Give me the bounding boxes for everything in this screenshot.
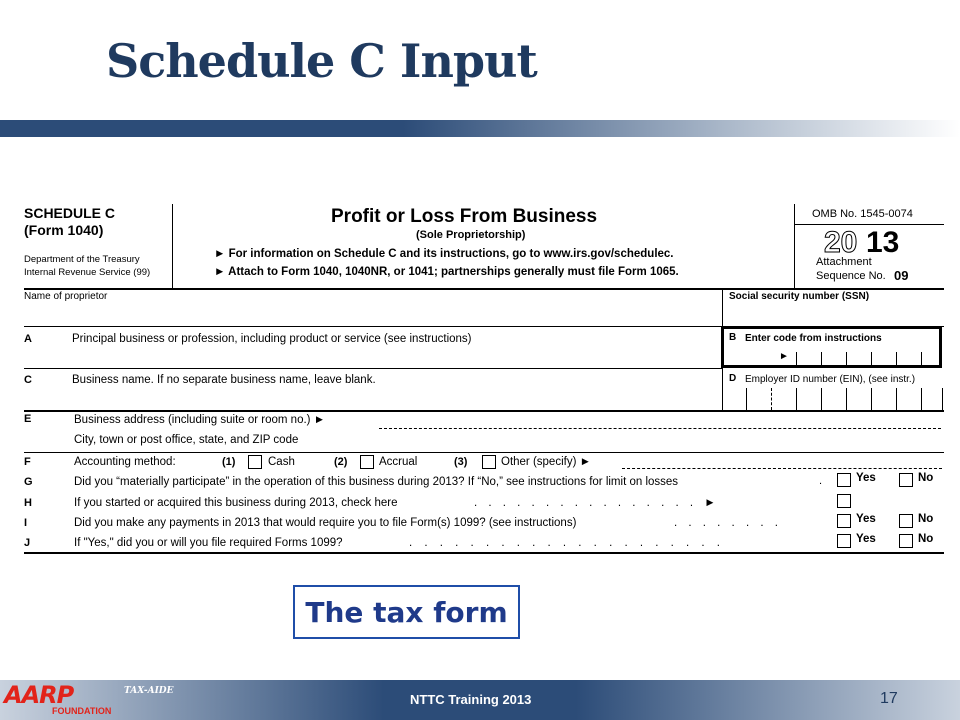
f-opt2-num: (2)	[334, 456, 348, 468]
ssn-label: Social security number (SSN)	[729, 291, 870, 302]
line-e-letter: E	[24, 413, 32, 425]
tax-aide-label: TAX-AIDE	[124, 686, 174, 696]
line-j-letter: J	[24, 537, 31, 549]
aarp-logo: AARP	[4, 681, 74, 709]
line-g-letter: G	[24, 476, 33, 488]
line-h-dots: . . . . . . . . . . . . . . . . ►	[474, 497, 720, 509]
line-i-yes-label: Yes	[856, 513, 876, 525]
line-c-label: Business name. If no separate business name, leave blank.	[72, 374, 376, 386]
line-g-label: Did you “materially participate” in the operation of this business during 2013? If “No,” see instructions for limit on losses	[74, 476, 679, 488]
slide-title: Schedule C Input	[106, 34, 537, 88]
line-d-label: Employer ID number (EIN), (see instr.)	[745, 374, 916, 385]
line-i-no-checkbox[interactable]	[899, 514, 913, 528]
cash-checkbox[interactable]	[248, 455, 262, 469]
form-subtitle: (Sole Proprietorship)	[416, 229, 526, 241]
footer-training-label: NTTC Training 2013	[410, 692, 532, 707]
tax-form-callout: The tax form	[293, 585, 520, 639]
line-j-yes-label: Yes	[856, 533, 876, 545]
line-j-dots: . . . . . . . . . . . . . . . . . . . . .	[409, 537, 725, 549]
line-g-yes-checkbox[interactable]	[837, 473, 851, 487]
omb-number: OMB No. 1545-0074	[812, 208, 913, 220]
other-method-checkbox[interactable]	[482, 455, 496, 469]
line-j-no-label: No	[918, 533, 934, 545]
line-g-dots: .	[819, 475, 823, 487]
line-i-yes-checkbox[interactable]	[837, 514, 851, 528]
line-h-checkbox[interactable]	[837, 494, 851, 508]
form-schedule-label: SCHEDULE C	[24, 205, 116, 221]
line-j-no-checkbox[interactable]	[899, 534, 913, 548]
line-j-yes-checkbox[interactable]	[837, 534, 851, 548]
form-ref-label: (Form 1040)	[24, 222, 104, 238]
other-method-label: Other (specify) ►	[501, 456, 591, 468]
line-f-label: Accounting method:	[74, 456, 176, 468]
schedule-c-form	[24, 204, 944, 554]
line-b-letter: B	[729, 332, 737, 343]
line-b-arrow: ►	[779, 351, 789, 362]
form-title: Profit or Loss From Business	[331, 206, 598, 227]
line-i-label: Did you make any payments in 2013 that would require you to file Form(s) 1099? (see instructions)	[74, 517, 577, 529]
line-c-letter: C	[24, 374, 32, 386]
line-b-label: Enter code from instructions	[745, 333, 882, 344]
line-d-letter: D	[729, 373, 737, 384]
line-h-label: If you started or acquired this business during 2013, check here	[74, 497, 398, 509]
tax-year-bold: 13	[866, 226, 900, 259]
title-divider-bar	[0, 120, 960, 137]
attachment-label: Attachment	[816, 256, 872, 268]
name-of-proprietor-label: Name of proprietor	[24, 291, 108, 302]
line-a-letter: A	[24, 333, 32, 345]
sequence-label: Sequence No.	[816, 270, 886, 282]
line-e-city-label: City, town or post office, state, and ZIP code	[74, 434, 299, 446]
accrual-label: Accrual	[379, 456, 418, 468]
line-e-address-label: Business address (including suite or room no.) ►	[74, 414, 326, 426]
line-i-letter: I	[24, 517, 28, 529]
aarp-foundation-label: FOUNDATION	[52, 706, 112, 716]
f-opt1-num: (1)	[222, 456, 236, 468]
form-info-line: ► For information on Schedule C and its instructions, go to www.irs.gov/schedulec.	[214, 248, 674, 260]
page-number: 17	[880, 690, 898, 707]
line-g-no-checkbox[interactable]	[899, 473, 913, 487]
f-opt3-num: (3)	[454, 456, 468, 468]
address-field[interactable]	[379, 428, 941, 429]
form-attach-line: ► Attach to Form 1040, 1040NR, or 1041; partnerships generally must file Form 1065.	[214, 266, 679, 278]
irs-label: Internal Revenue Service (99)	[24, 267, 151, 278]
line-g-no-label: No	[918, 472, 934, 484]
cash-label: Cash	[268, 456, 295, 468]
line-i-no-label: No	[918, 513, 934, 525]
line-a-label: Principal business or profession, including product or service (see instructions)	[72, 333, 472, 345]
line-j-label: If "Yes," did you or will you file required Forms 1099?	[74, 537, 343, 549]
other-method-field[interactable]	[622, 468, 942, 469]
line-h-letter: H	[24, 497, 32, 509]
line-g-yes-label: Yes	[856, 472, 876, 484]
tax-year-outline: 20	[824, 226, 858, 259]
accrual-checkbox[interactable]	[360, 455, 374, 469]
sequence-number: 09	[894, 268, 909, 283]
line-f-letter: F	[24, 456, 31, 468]
dept-label: Department of the Treasury	[24, 254, 140, 265]
line-i-dots: . . . . . . . .	[674, 517, 782, 529]
